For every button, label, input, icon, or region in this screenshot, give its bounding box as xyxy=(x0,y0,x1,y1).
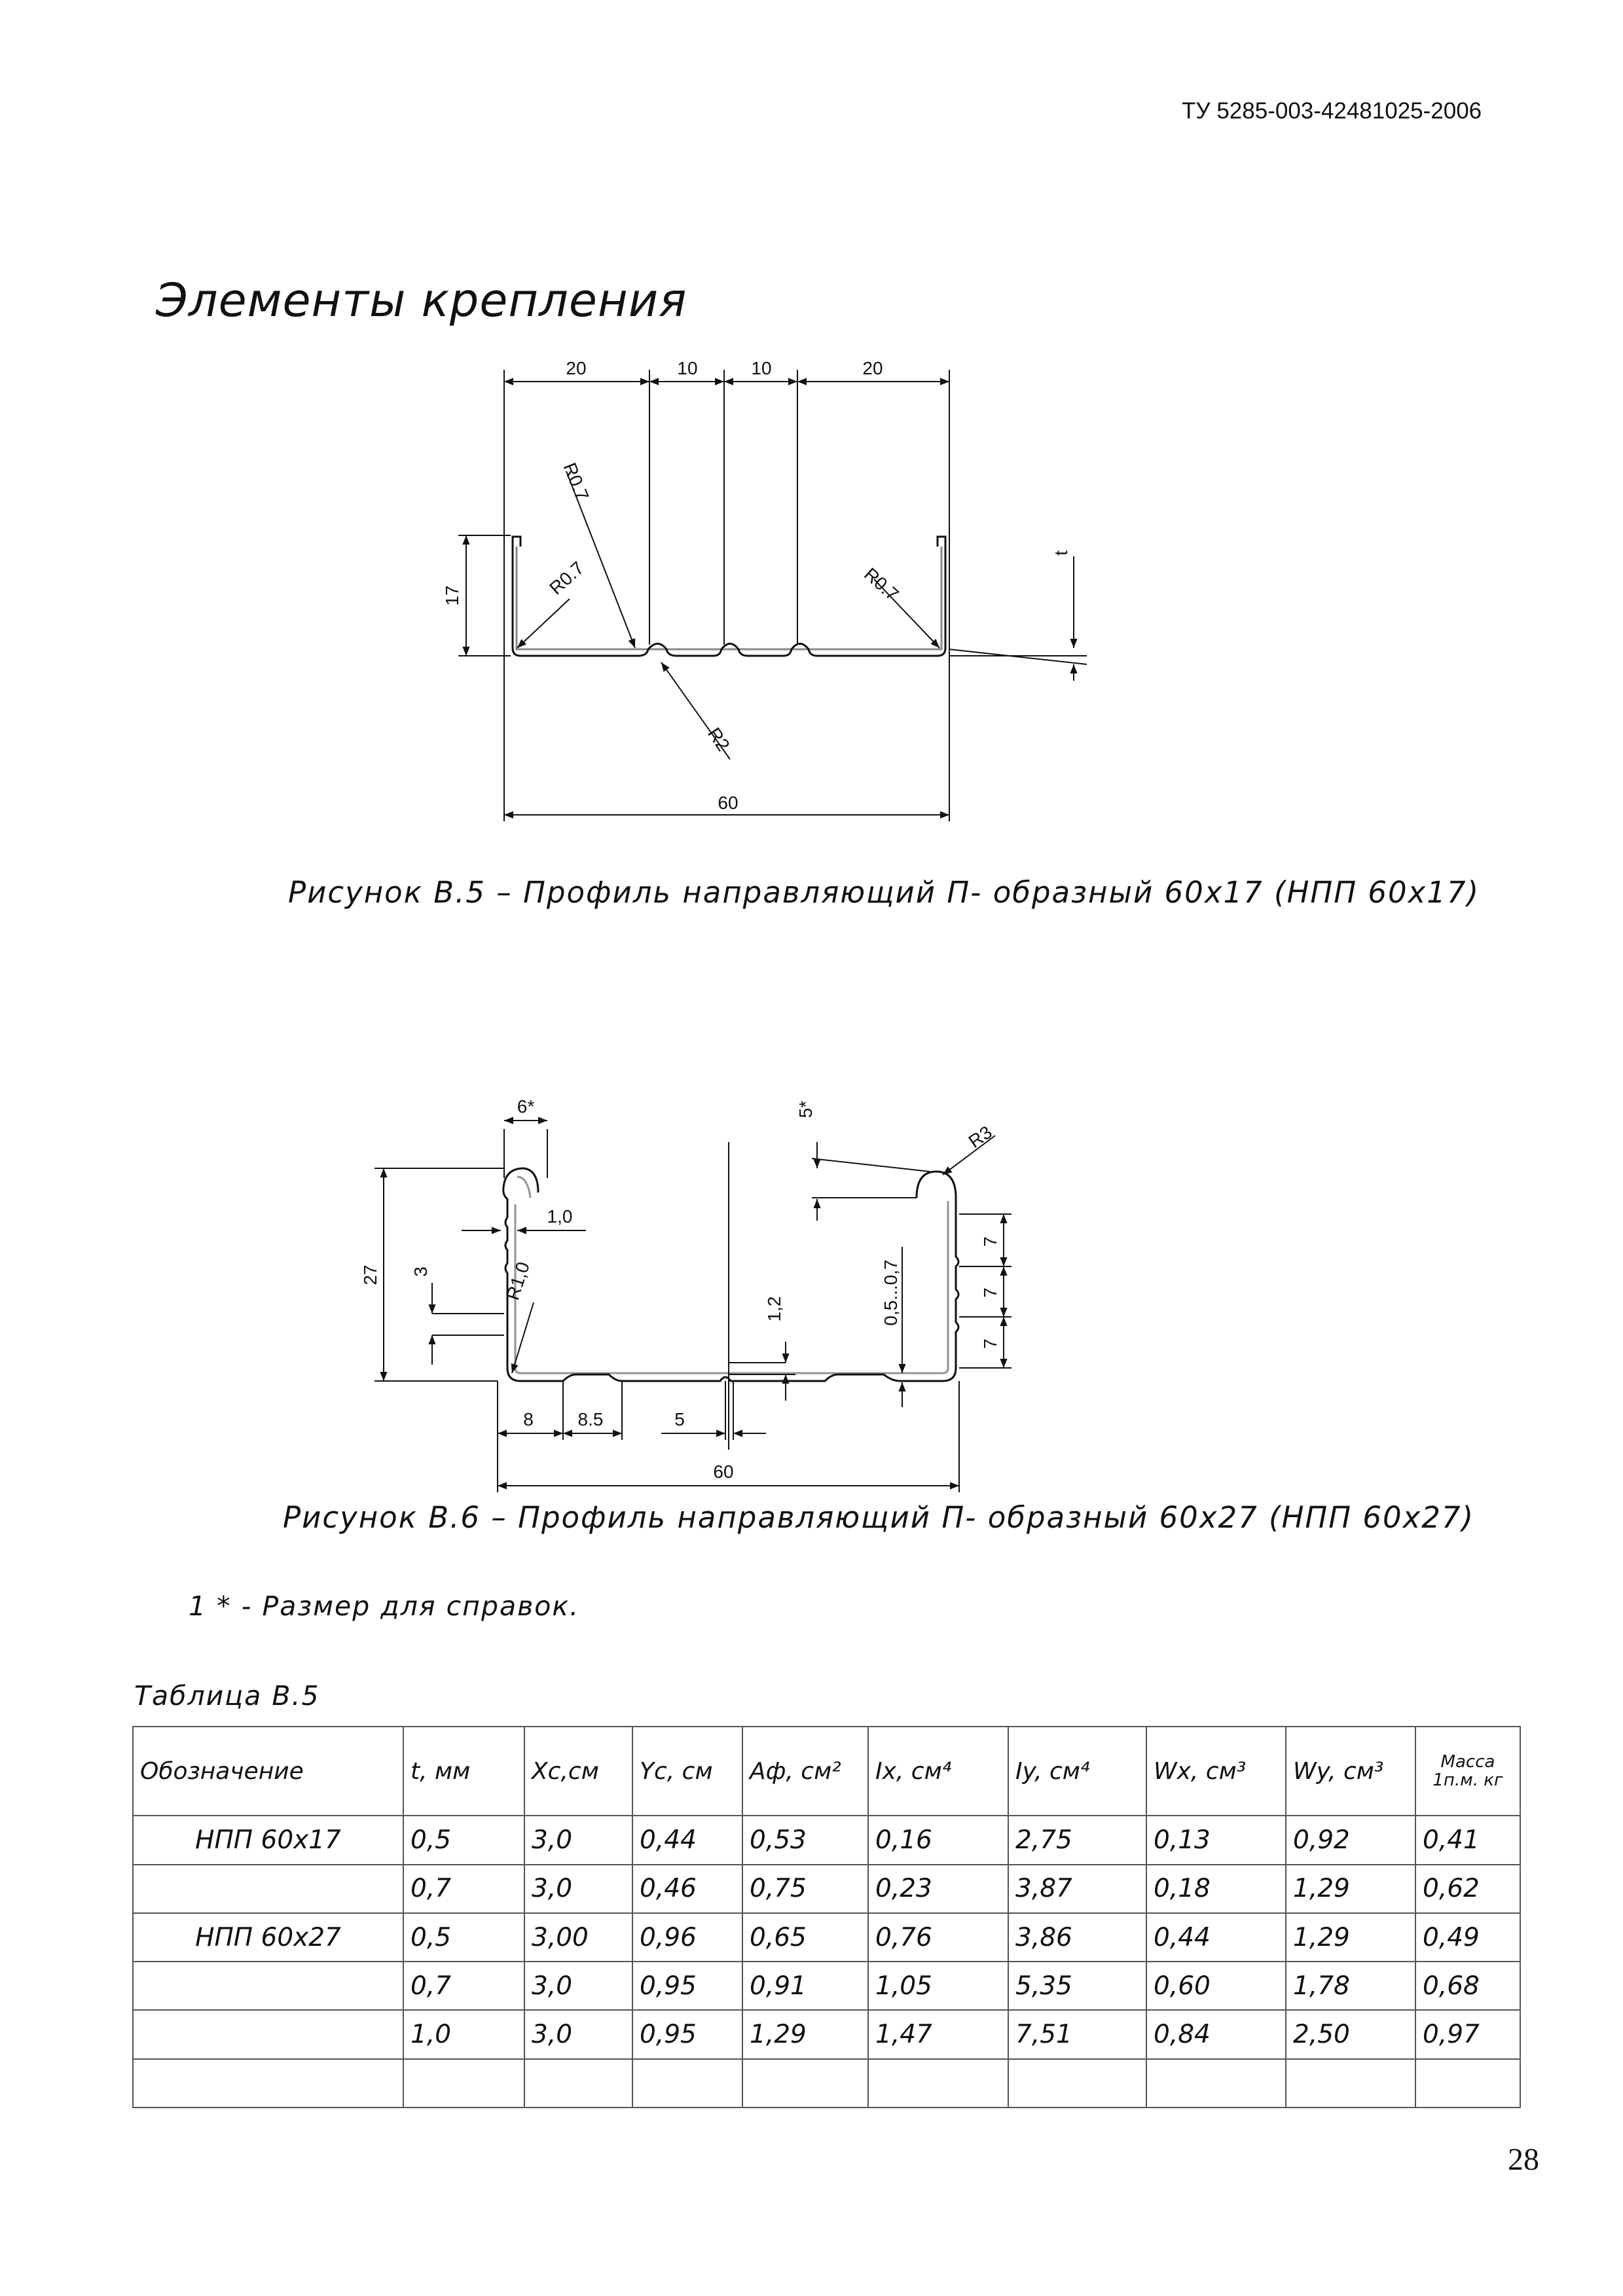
cell-thickness: 0,5 xyxy=(403,1816,524,1864)
header-area: Aф, см² xyxy=(742,1727,868,1816)
header-yc: Yc, см xyxy=(632,1727,742,1816)
header-mass: Масса 1п.м. кг xyxy=(1415,1727,1520,1816)
cell-mass: 0,41 xyxy=(1415,1816,1520,1864)
cell-mass: 0,97 xyxy=(1415,2010,1520,2058)
cell-area: 1,29 xyxy=(742,2010,868,2058)
cell-mass: 0,68 xyxy=(1415,1962,1520,2010)
dim-radius-top: R3 xyxy=(964,1121,996,1152)
cell-designation xyxy=(133,2010,403,2058)
cell-iy: 5,35 xyxy=(1008,1962,1146,2010)
cell-wx: 0,60 xyxy=(1146,1962,1286,2010)
dim-step-2: 7 xyxy=(980,1287,1000,1298)
cell-yc: 0,96 xyxy=(632,1913,742,1962)
dim-lip: 6* xyxy=(517,1096,535,1117)
document-code: ТУ 5285-003-42481025-2006 xyxy=(1182,98,1482,124)
dim-top-1: 20 xyxy=(566,358,587,378)
header-designation: Обозначение xyxy=(133,1727,403,1816)
cell-mass: 0,49 xyxy=(1415,1913,1520,1962)
cell-wx: 0,44 xyxy=(1146,1913,1286,1962)
cell-area: 0,65 xyxy=(742,1913,868,1962)
cell-iy: 3,86 xyxy=(1008,1913,1146,1962)
figure-2-caption: Рисунок В.6 – Профиль направляющий П- образный 60х27 (НПП 60х27) xyxy=(283,1500,1475,1535)
table-title: Таблица В.5 xyxy=(134,1680,320,1712)
dim-rib: 1,2 xyxy=(764,1296,784,1322)
cell-area: 0,53 xyxy=(742,1816,868,1864)
dim-radius-bottom: R1,0 xyxy=(502,1259,534,1302)
dim-radius-3: R0.7 xyxy=(860,564,903,605)
header-wy: Wy, см³ xyxy=(1286,1727,1415,1816)
cell-xc: 3,0 xyxy=(524,1865,632,1913)
cell-yc: 0,95 xyxy=(632,1962,742,2010)
cell-xc: 3,0 xyxy=(524,2010,632,2058)
cell-wx: 0,84 xyxy=(1146,2010,1286,2058)
cell-wy: 0,92 xyxy=(1286,1816,1415,1864)
dim-width: 60 xyxy=(713,1462,734,1482)
cell-yc: 0,44 xyxy=(632,1816,742,1864)
dim-radius-4: R2 xyxy=(704,724,734,755)
table-row-empty xyxy=(133,2059,1520,2108)
cell-wy: 1,29 xyxy=(1286,1913,1415,1962)
dim-top-3: 10 xyxy=(751,358,772,378)
table-row xyxy=(133,1962,1520,2010)
table-header-row xyxy=(133,1727,1520,1816)
dim-radius-1: R0.7 xyxy=(559,459,593,504)
cell-wx: 0,13 xyxy=(1146,1816,1286,1864)
page-number: 28 xyxy=(1508,2142,1539,2177)
cell-area: 0,91 xyxy=(742,1962,868,2010)
dim-height: 27 xyxy=(360,1265,380,1285)
cell-ix: 1,47 xyxy=(868,2010,1008,2058)
table-row xyxy=(133,1865,1520,1913)
cell-designation: НПП 60х17 xyxy=(133,1816,403,1864)
dim-height: 17 xyxy=(442,585,462,606)
cell-ix: 1,05 xyxy=(868,1962,1008,2010)
header-thickness: t, мм xyxy=(403,1727,524,1816)
header-ix: Ix, см⁴ xyxy=(868,1727,1008,1816)
cell-xc: 3,0 xyxy=(524,1816,632,1864)
table-row xyxy=(133,1913,1520,1962)
cell-xc: 3,00 xyxy=(524,1913,632,1962)
dim-lip-height: 5* xyxy=(795,1100,816,1119)
dim-step-1: 7 xyxy=(980,1236,1000,1247)
cell-wy: 2,50 xyxy=(1286,2010,1415,2058)
cell-area: 0,75 xyxy=(742,1865,868,1913)
dim-top-4: 20 xyxy=(862,358,883,378)
dim-bottom-1: 8 xyxy=(523,1409,534,1429)
dim-thickness: t xyxy=(1051,550,1071,556)
table-row xyxy=(133,1816,1520,1864)
properties-table xyxy=(132,1726,1521,2108)
figure-2-drawing xyxy=(360,1096,1012,1492)
cell-yc: 0,46 xyxy=(632,1865,742,1913)
cell-mass: 0,62 xyxy=(1415,1865,1520,1913)
dim-bottom-3: 5 xyxy=(674,1409,685,1429)
cell-ix: 0,23 xyxy=(868,1865,1008,1913)
dim-top-2: 10 xyxy=(677,358,698,378)
cell-ix: 0,76 xyxy=(868,1913,1008,1962)
cell-thickness: 1,0 xyxy=(403,2010,524,2058)
cell-iy: 3,87 xyxy=(1008,1865,1146,1913)
dim-bottom: 60 xyxy=(718,793,739,813)
cell-iy: 7,51 xyxy=(1008,2010,1146,2058)
cell-wy: 1,29 xyxy=(1286,1865,1415,1913)
figure-1-caption: Рисунок В.5 – Профиль направляющий П- образный 60х17 (НПП 60х17) xyxy=(288,875,1480,910)
cell-designation xyxy=(133,1865,403,1913)
cell-thickness: 0,5 xyxy=(403,1913,524,1962)
figure-1-drawing xyxy=(442,358,1087,821)
cell-designation: НПП 60х27 xyxy=(133,1913,403,1962)
cell-thickness: 0,7 xyxy=(403,1962,524,2010)
dim-gap: 1,0 xyxy=(547,1206,573,1227)
cell-yc: 0,95 xyxy=(632,2010,742,2058)
dim-wall: 0,5...0,7 xyxy=(881,1259,901,1326)
dim-radius-2: R0.7 xyxy=(545,557,588,599)
cell-wx: 0,18 xyxy=(1146,1865,1286,1913)
cell-designation xyxy=(133,1962,403,2010)
table-row xyxy=(133,2010,1520,2058)
header-wx: Wx, см³ xyxy=(1146,1727,1286,1816)
section-title: Элементы крепления xyxy=(156,274,687,327)
cell-wy: 1,78 xyxy=(1286,1962,1415,2010)
cell-xc: 3,0 xyxy=(524,1962,632,2010)
header-iy: Iy, см⁴ xyxy=(1008,1727,1146,1816)
reference-note: 1 * - Размер для справок. xyxy=(189,1590,580,1622)
cell-ix: 0,16 xyxy=(868,1816,1008,1864)
dim-step-3: 7 xyxy=(980,1338,1000,1349)
dim-bottom-2: 8.5 xyxy=(577,1409,604,1429)
dim-groove-height: 3 xyxy=(410,1266,431,1277)
cell-thickness: 0,7 xyxy=(403,1865,524,1913)
cell-iy: 2,75 xyxy=(1008,1816,1146,1864)
header-xc: Xc,см xyxy=(524,1727,632,1816)
